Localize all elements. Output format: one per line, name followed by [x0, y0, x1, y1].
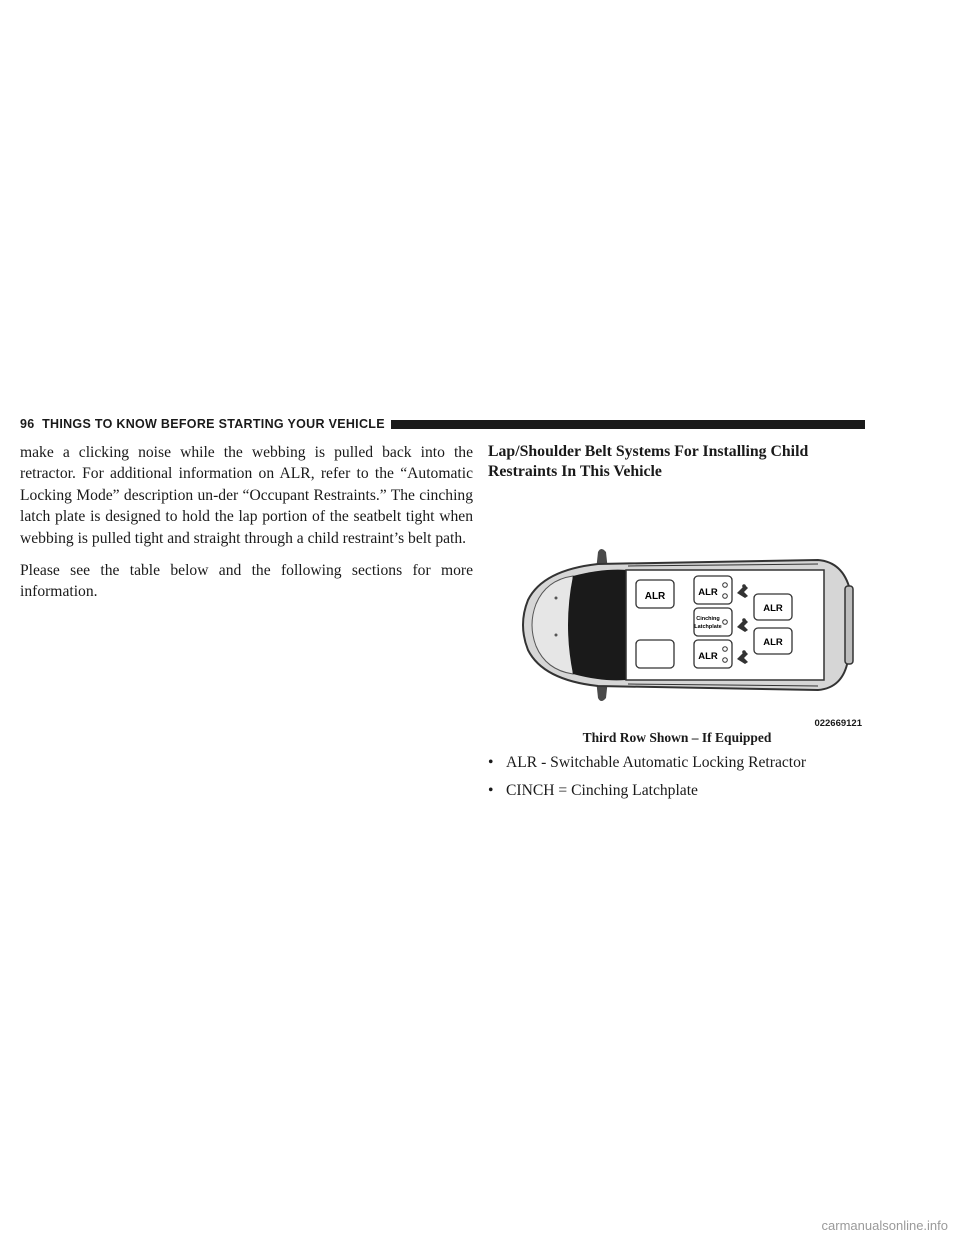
- right-column: [488, 442, 866, 800]
- seat-label: Cinching: [696, 616, 720, 622]
- seat-cinching-row2: [694, 608, 732, 636]
- list-item: [488, 752, 866, 773]
- left-column: [20, 442, 473, 614]
- list-item-text: CINCH = Cinching Latchplate: [506, 782, 698, 800]
- seat-label: ALR: [763, 637, 783, 648]
- watermark: carmanualsonline.info: [821, 1218, 948, 1233]
- page-header-text: [20, 417, 391, 431]
- vehicle-seating-diagram: [488, 540, 866, 750]
- seat-label: ALR: [763, 603, 783, 614]
- figure-code: 022669121: [814, 718, 862, 729]
- seat-label: Latchplate: [694, 624, 722, 630]
- page-header: [20, 415, 865, 433]
- seat-label: ALR: [698, 587, 718, 598]
- bullet-icon: •: [488, 782, 494, 800]
- list-item: [488, 780, 866, 801]
- figure-caption: Third Row Shown – If Equipped: [582, 730, 772, 745]
- vehicle-top-view-svg: [488, 540, 866, 710]
- bullet-list: [488, 752, 866, 809]
- windshield: [568, 570, 628, 681]
- section-heading: Lap/Shoulder Belt Systems For Installing Child Restraints In This Vehicle: [488, 443, 809, 480]
- body-paragraph: Please see the table below and the following sections for more information.: [20, 562, 473, 601]
- seat-empty: [636, 640, 674, 668]
- rear-bumper: [845, 586, 853, 664]
- bullet-icon: •: [488, 754, 494, 771]
- seat-label: ALR: [698, 651, 718, 662]
- seat-label: ALR: [644, 591, 666, 602]
- list-item-text: ALR - Switchable Automatic Locking Retractor: [506, 754, 807, 771]
- header-rule: [391, 420, 865, 429]
- section-title: THINGS TO KNOW BEFORE STARTING YOUR VEHICLE: [42, 417, 385, 431]
- body-paragraph: make a clicking noise while the webbing is pulled back into the retractor. For additional information on ALR, refer to the “Automatic Locking Mode” description un-der “Occupant Restraints.” The cinching latch plate is designed to hold the lap portion of the seatbelt tight when webbing is pulled tight and straight through a child restraint’s belt path.: [20, 444, 473, 547]
- page-number: 96: [20, 417, 35, 431]
